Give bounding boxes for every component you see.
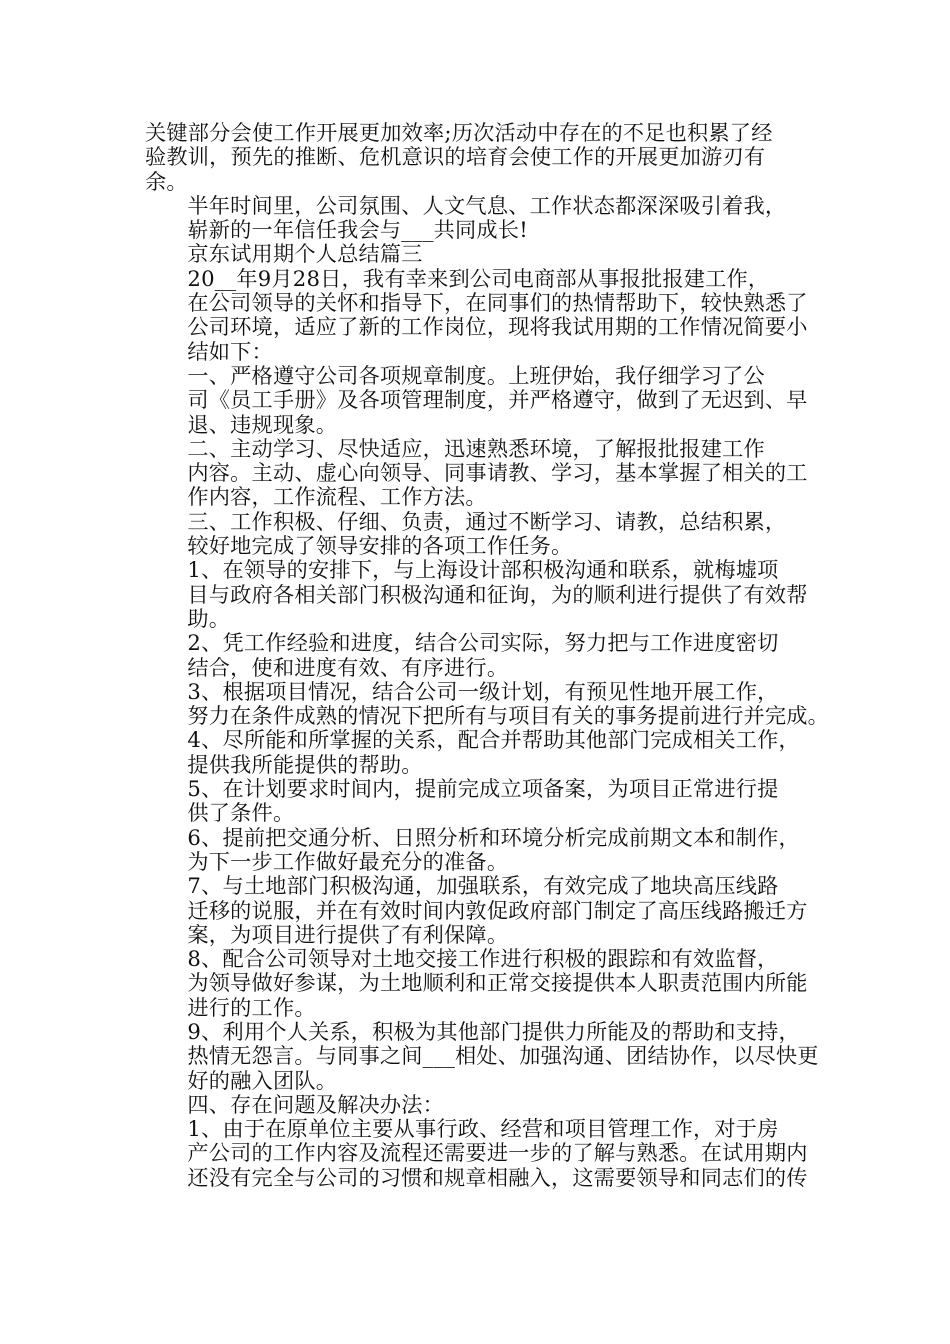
text-line: 3、根据项目情况，结合公司一级计划，有预见性地开展工作， xyxy=(187,678,779,704)
document-body xyxy=(145,120,830,1190)
text-line: 还没有完全与公司的习惯和规章相融入，这需要领导和同志们的传 xyxy=(187,1164,808,1190)
text-line: 退、违规现象。 xyxy=(187,411,338,437)
text-line: 目与政府各相关部门积极沟通和征询，为的顺利进行提供了有效帮 xyxy=(187,581,808,607)
paragraph xyxy=(145,364,809,437)
text-line: 案，为项目进行提供了有利保障。 xyxy=(187,921,509,947)
text-line: 余。 xyxy=(145,168,188,194)
paragraph xyxy=(145,728,809,777)
text-line: 提供我所能提供的帮助。 xyxy=(187,751,423,777)
text-line: 好的融入团队。 xyxy=(187,1067,338,1093)
text-line: 进行的工作。 xyxy=(187,994,316,1020)
paragraph xyxy=(145,437,809,510)
text-line: 1、由于在原单位主要从事行政、经营和项目管理工作，对于房 xyxy=(187,1116,779,1142)
text-line: 三、工作积极、仔细、负责，通过不断学习、请教，总结积累， xyxy=(187,508,787,534)
text-line: 供了条件。 xyxy=(187,800,295,826)
text-line: 作内容，工作流程、工作方法。 xyxy=(187,484,487,510)
section-heading xyxy=(145,242,809,266)
text-line: 内容。主动、虚心向领导、同事请教、学习，基本掌握了相关的工 xyxy=(187,460,808,486)
paragraph xyxy=(145,631,809,680)
text-line: 京东试用期个人总结篇三 xyxy=(187,241,423,267)
text-line: 半年时间里，公司氛围、人文气息、工作状态都深深吸引着我， xyxy=(187,192,787,218)
text-line: 公司环境，适应了新的工作岗位，现将我试用期的工作情况简要小 xyxy=(187,314,808,340)
text-line: 8、配合公司领导对土地交接工作进行积极的跟踪和有效监督， xyxy=(187,946,779,972)
text-line: 2、凭工作经验和进度，结合公司实际，努力把与工作进度密切 xyxy=(187,630,779,656)
text-line: 四、存在问题及解决办法： xyxy=(187,1091,445,1117)
text-line: 热情无怨言。与同事之间___相处、加强沟通、团结协作，以尽快更 xyxy=(187,1043,819,1069)
paragraph xyxy=(145,558,809,631)
text-line: 关键部分会使工作开展更加效率;历次活动中存在的不足也积累了经 xyxy=(145,120,773,145)
text-line: 4、尽所能和所掌握的关系，配合并帮助其他部门完成相关工作， xyxy=(187,727,800,753)
paragraph xyxy=(145,874,809,947)
text-line: 5、在计划要求时间内，提前完成立项备案，为项目正常进行提 xyxy=(187,776,779,802)
paragraph xyxy=(145,678,830,729)
text-line: 一、严格遵守公司各项规章制度。上班伊始，我仔细学习了公 xyxy=(187,362,765,388)
text-line: 努力在条件成熟的情况下把所有与项目有关的事务提前进行并完成。 xyxy=(187,703,830,729)
paragraph xyxy=(145,826,809,875)
text-line: 结如下： xyxy=(187,338,273,364)
text-line: 为领导做好参谋，为土地顺利和正常交接提供本人职责范围内所能 xyxy=(187,970,808,996)
paragraph xyxy=(145,121,809,194)
text-line: 结合，使和进度有效、有序进行。 xyxy=(187,654,509,680)
paragraph xyxy=(145,510,809,559)
text-line: 20__年9月28日，我有幸来到公司电商部从事报批报建工作， xyxy=(187,265,770,291)
text-line: 较好地完成了领导安排的各项工作任务。 xyxy=(187,533,573,559)
text-line: 助。 xyxy=(187,605,231,631)
paragraph xyxy=(145,947,809,1020)
text-line: 二、主动学习、尽快适应，迅速熟悉环境，了解报批报建工作 xyxy=(187,435,765,461)
text-line: 1、在领导的安排下，与上海设计部积极沟通和联系，就梅墟项 xyxy=(187,557,779,583)
paragraph xyxy=(145,194,809,243)
text-line: 崭新的一年信任我会与___共同成长! xyxy=(187,217,528,243)
text-line: 在公司领导的关怀和指导下，在同事们的热情帮助下，较快熟悉了 xyxy=(187,290,808,316)
text-line: 迁移的说服，并在有效时间内敦促政府部门制定了高压线路搬迁方 xyxy=(187,897,808,923)
text-line: 产公司的工作内容及流程还需要进一步的了解与熟悉。在试用期内 xyxy=(187,1140,808,1166)
text-line: 6、提前把交通分析、日照分析和环境分析完成前期文本和制作， xyxy=(187,824,800,850)
paragraph xyxy=(145,1093,809,1117)
text-line: 验教训，预先的推断、危机意识的培育会使工作的开展更加游刃有 xyxy=(145,144,766,170)
paragraph xyxy=(145,267,809,364)
text-line: 为下一步工作做好最充分的准备。 xyxy=(187,848,509,874)
text-line: 7、与土地部门积极沟通，加强联系，有效完成了地块高压线路 xyxy=(187,873,779,899)
paragraph xyxy=(145,777,809,826)
paragraph xyxy=(145,1018,819,1093)
text-line: 司《员工手册》及各项管理制度，并严格遵守，做到了无迟到、早 xyxy=(187,387,808,413)
paragraph xyxy=(145,1117,809,1190)
text-line: 9、利用个人关系，积极为其他部门提供力所能及的帮助和支持， xyxy=(187,1018,800,1044)
